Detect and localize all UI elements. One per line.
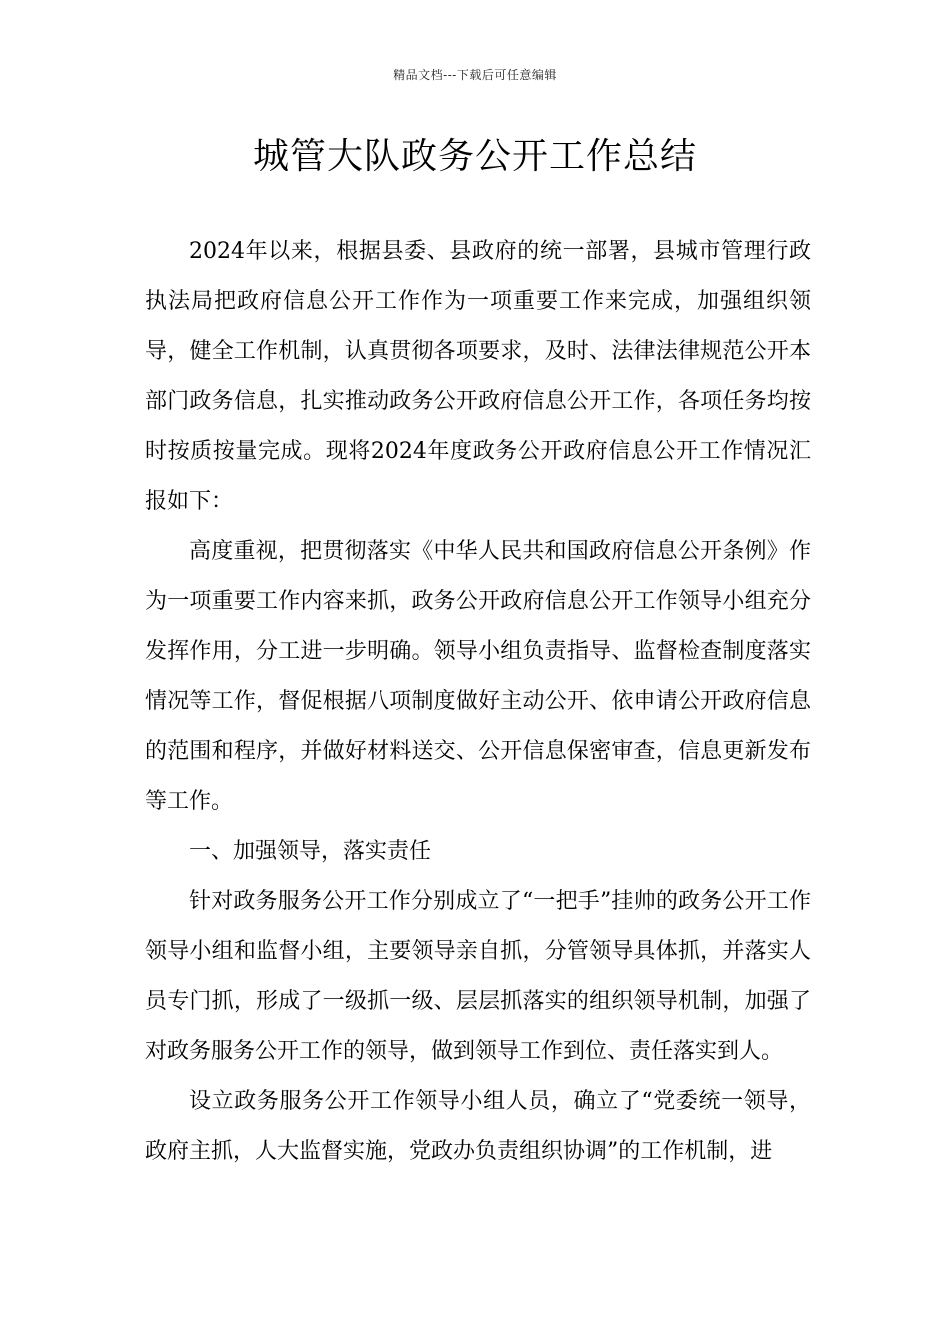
paragraph-leadership: 针对政务服务公开工作分别成立了“一把手”挂帅的政务公开工作领导小组和监督小组，主要领导亲自抓，分管领导具体抓，并落实人员专门抓，形成了一级抓一级、层层抓落实的组织领导机制，加强了对政务服务公开工作的领导，做到领导工作到位、责任落实到人。 xyxy=(145,889,811,1064)
paragraph-intro: 2024年以来，根据县委、县政府的统一部署，县城市管理行政执法局把政府信息公开工作作为一项重要工作来完成，加强组织领导，健全工作机制，认真贯彻各项要求，及时、法律法律规范公开本部门政务信息，扎实推动政务公开政府信息公开工作，各项任务均按时按质按量完成。现将2024年度政务公开政府信息公开工作情况汇报如下： xyxy=(145,239,811,514)
document-body xyxy=(145,227,811,1177)
paragraph-attention: 高度重视，把贯彻落实《中华人民共和国政府信息公开条例》作为一项重要工作内容来抓，政务公开政府信息公开工作领导小组充分发挥作用，分工进一步明确。领导小组负责指导、监督检查制度落实情况等工作，督促根据八项制度做好主动公开、依申请公开政府信息的范围和程序，并做好材料送交、公开信息保密审查，信息更新发布等工作。 xyxy=(145,539,811,814)
section-heading-1: 一、加强领导，落实责任 xyxy=(189,839,432,864)
paragraph-mechanism: 设立政务服务公开工作领导小组人员，确立了“党委统一领导，政府主抓，人大监督实施，党政办负责组织协调”的工作机制，进 xyxy=(145,1089,811,1164)
header-note: 精品文档---下载后可任意编辑 xyxy=(393,68,557,82)
document-title: 城管大队政务公开工作总结 xyxy=(252,136,697,177)
